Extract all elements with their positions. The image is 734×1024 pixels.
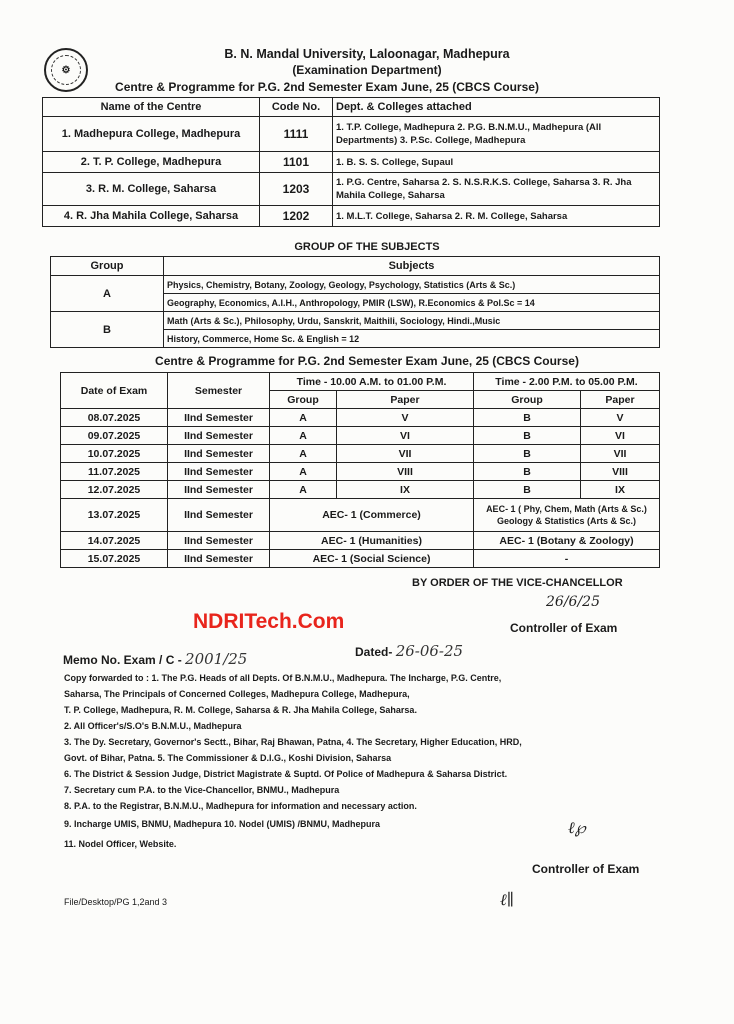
table-row <box>51 312 660 330</box>
centre-name: 1. Madhepura College, Madhepura <box>43 117 260 152</box>
department-name: (Examination Department) <box>292 63 442 77</box>
exam-schedule-table <box>60 372 660 568</box>
exam-date: 13.07.2025 <box>61 499 168 532</box>
dated-value: 26-06-25 <box>395 642 464 660</box>
subject-groups-table <box>50 256 660 348</box>
copy-line: 7. Secretary cum P.A. to the Vice-Chancellor, BNMU., Madhepura <box>64 785 340 795</box>
afternoon-aec: AEC- 1 (Botany & Zoology) <box>474 532 660 550</box>
centre-name: 3. R. M. College, Saharsa <box>43 173 260 206</box>
centre-programme-title: Centre & Programme for P.G. 2nd Semester Exam June, 25 (CBCS Course) <box>115 80 539 94</box>
group-label: A <box>51 276 164 312</box>
col-header-group: Group <box>270 391 337 409</box>
semester: IInd Semester <box>168 550 270 568</box>
copy-line: 11. Nodel Officer, Website. <box>64 839 177 849</box>
afternoon-group: B <box>474 481 581 499</box>
watermark: NDRITech.Com <box>193 610 345 633</box>
afternoon-aec: - <box>474 550 660 568</box>
col-header-paper: Paper <box>337 391 474 409</box>
dated-label: Dated- <box>355 645 393 659</box>
afternoon-paper: IX <box>581 481 660 499</box>
col-header-group: Group <box>51 257 164 276</box>
morning-paper: V <box>337 409 474 427</box>
copy-line: Saharsa, The Principals of Concerned Colleges, Madhepura College, Madhepura, <box>64 689 410 699</box>
semester: IInd Semester <box>168 445 270 463</box>
afternoon-session-header: Time - 2.00 P.M. to 05.00 P.M. <box>474 373 660 391</box>
exam-date: 11.07.2025 <box>61 463 168 481</box>
afternoon-group: B <box>474 463 581 481</box>
file-path-footer: File/Desktop/PG 1,2and 3 <box>64 897 168 907</box>
university-seal-icon: ⚙ <box>44 48 88 92</box>
morning-group: A <box>270 463 337 481</box>
afternoon-paper: VI <box>581 427 660 445</box>
centre-code: 1111 <box>260 117 333 152</box>
exam-date: 12.07.2025 <box>61 481 168 499</box>
centre-code: 1101 <box>260 152 333 173</box>
centre-attached: 1. P.G. Centre, Saharsa 2. S. N.S.R.K.S. College, Saharsa 3. R. Jha Mahila College, Saharsa <box>333 173 660 206</box>
col-header-subjects: Subjects <box>164 257 660 276</box>
semester: IInd Semester <box>168 481 270 499</box>
university-name: B. N. Mandal University, Laloonagar, Madhepura <box>224 47 510 61</box>
afternoon-group: B <box>474 427 581 445</box>
morning-group: A <box>270 409 337 427</box>
centre-name: 4. R. Jha Mahila College, Saharsa <box>43 206 260 227</box>
copy-line: 9. Incharge UMIS, BNMU, Madhepura 10. Nodel (UMIS) /BNMU, Madhepura <box>64 819 381 829</box>
morning-paper: IX <box>337 481 474 499</box>
table-row <box>61 463 660 481</box>
morning-group: A <box>270 481 337 499</box>
table-row <box>43 173 660 206</box>
memo-number <box>63 650 247 668</box>
morning-aec: AEC- 1 (Commerce) <box>270 499 474 532</box>
col-header-attached: Dept. & Colleges attached <box>333 98 660 117</box>
table-row <box>61 481 660 499</box>
exam-date: 14.07.2025 <box>61 532 168 550</box>
exam-date: 08.07.2025 <box>61 409 168 427</box>
copy-line: Govt. of Bihar, Patna. 5. The Commissioner & D.I.G., Koshi Division, Saharsa <box>64 753 392 763</box>
table-row <box>43 152 660 173</box>
morning-paper: VIII <box>337 463 474 481</box>
signature-date: 26/6/25 <box>546 594 600 610</box>
group-label: B <box>51 312 164 348</box>
controller-of-exam-label: Controller of Exam <box>510 621 618 635</box>
semester: IInd Semester <box>168 532 270 550</box>
subjects-line: Math (Arts & Sc.), Philosophy, Urdu, Sanskrit, Maithili, Sociology, Hindi.,Music <box>164 312 660 330</box>
memo-date <box>355 642 463 660</box>
by-order-text: BY ORDER OF THE VICE-CHANCELLOR <box>412 577 623 589</box>
centre-code: 1203 <box>260 173 333 206</box>
morning-paper: VII <box>337 445 474 463</box>
afternoon-paper: VIII <box>581 463 660 481</box>
table-row <box>61 427 660 445</box>
col-header-date: Date of Exam <box>61 373 168 409</box>
exam-date: 09.07.2025 <box>61 427 168 445</box>
subjects-line: History, Commerce, Home Sc. & English = 12 <box>164 330 660 348</box>
semester: IInd Semester <box>168 427 270 445</box>
col-header-centre: Name of the Centre <box>43 98 260 117</box>
table-row <box>61 499 660 532</box>
morning-paper: VI <box>337 427 474 445</box>
centre-attached: 1. T.P. College, Madhepura 2. P.G. B.N.M.U., Madhepura (All Departments) 3. P.Sc. College, Madhepura <box>333 117 660 152</box>
table-row <box>61 532 660 550</box>
col-header-semester: Semester <box>168 373 270 409</box>
morning-aec: AEC- 1 (Social Science) <box>270 550 474 568</box>
semester: IInd Semester <box>168 463 270 481</box>
subjects-line: Physics, Chemistry, Botany, Zoology, Geology, Psychology, Statistics (Arts & Sc.) <box>164 276 660 294</box>
morning-group: A <box>270 427 337 445</box>
col-header-group: Group <box>474 391 581 409</box>
table-row <box>43 117 660 152</box>
afternoon-paper: V <box>581 409 660 427</box>
memo-value: 2001/25 <box>185 650 248 668</box>
controller-of-exam-label-2: Controller of Exam <box>532 862 640 876</box>
subjects-line: Geography, Economics, A.I.H., Anthropology, PMIR (LSW), R.Economics & Pol.Sc = 14 <box>164 294 660 312</box>
copy-line: 8. P.A. to the Registrar, B.N.M.U., Madhepura for information and necessary action. <box>64 801 417 811</box>
semester: IInd Semester <box>168 409 270 427</box>
group-of-subjects-title: GROUP OF THE SUBJECTS <box>294 241 440 253</box>
copy-line: T. P. College, Madhepura, R. M. College, Saharsa & R. Jha Mahila College, Saharsa. <box>64 705 417 715</box>
morning-aec: AEC- 1 (Humanities) <box>270 532 474 550</box>
initials-mark: ℓ∥ <box>500 890 515 909</box>
table-row <box>61 409 660 427</box>
table-row <box>43 206 660 227</box>
centre-attached: 1. B. S. S. College, Supaul <box>333 152 660 173</box>
schedule-title: Centre & Programme for P.G. 2nd Semester Exam June, 25 (CBCS Course) <box>155 354 579 368</box>
afternoon-aec: AEC- 1 ( Phy, Chem, Math (Arts & Sc.) Geology & Statistics (Arts & Sc.) <box>474 499 660 532</box>
centres-table <box>42 97 660 227</box>
centre-name: 2. T. P. College, Madhepura <box>43 152 260 173</box>
copy-line: 2. All Officer's/S.O's B.N.M.U., Madhepura <box>64 721 242 731</box>
morning-group: A <box>270 445 337 463</box>
table-row <box>61 445 660 463</box>
col-header-paper: Paper <box>581 391 660 409</box>
memo-label: Memo No. Exam / C - <box>63 653 182 667</box>
semester: IInd Semester <box>168 499 270 532</box>
morning-session-header: Time - 10.00 A.M. to 01.00 P.M. <box>270 373 474 391</box>
copy-line: Copy forwarded to : 1. The P.G. Heads of all Depts. Of B.N.M.U., Madhepura. The Incharge, P.G. Centre, <box>64 673 502 683</box>
copy-line: 3. The Dy. Secretary, Governor's Sectt., Bihar, Raj Bhawan, Patna, 4. The Secretary, Higher Education, HRD, <box>64 737 522 747</box>
table-row <box>61 550 660 568</box>
afternoon-group: B <box>474 409 581 427</box>
table-row <box>51 276 660 294</box>
afternoon-group: B <box>474 445 581 463</box>
centre-code: 1202 <box>260 206 333 227</box>
exam-date: 10.07.2025 <box>61 445 168 463</box>
copy-line: 6. The District & Session Judge, District Magistrate & Suptd. Of Police of Madhepura & Saharsa District. <box>64 769 508 779</box>
centre-attached: 1. M.L.T. College, Saharsa 2. R. M. College, Saharsa <box>333 206 660 227</box>
signature-mark: ℓ℘ <box>568 818 586 837</box>
exam-date: 15.07.2025 <box>61 550 168 568</box>
col-header-code: Code No. <box>260 98 333 117</box>
afternoon-paper: VII <box>581 445 660 463</box>
